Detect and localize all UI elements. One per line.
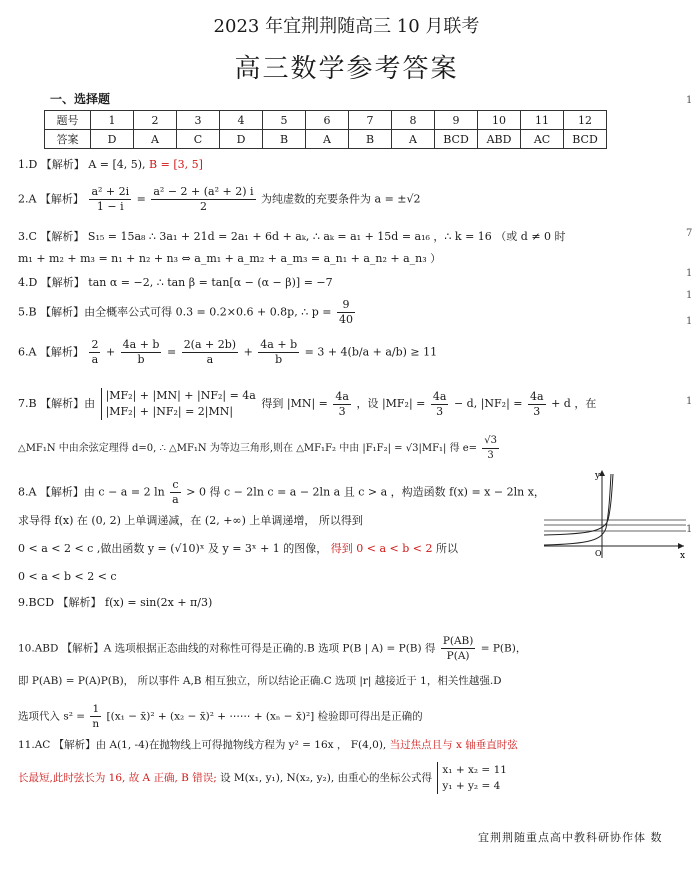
solution-8-line3: [18, 542, 458, 556]
math-text: ，设 |MF₂| =: [356, 397, 426, 410]
answer-table: [44, 110, 607, 149]
math-text: 所以: [436, 542, 459, 555]
section-heading: 一、选择题: [50, 92, 111, 106]
table-cell: D: [220, 130, 263, 149]
solution-11: [18, 738, 518, 752]
table-cell: A: [134, 130, 177, 149]
math-text: 选项代入 s² =: [18, 710, 86, 723]
solution-7: [18, 388, 596, 420]
fraction: $\frac{9}{40}$: [338, 298, 353, 326]
solution-10: [18, 634, 526, 663]
solution-7-cont: [18, 434, 501, 463]
edge-mark: 1: [686, 290, 693, 301]
answer-label: 2.A 【解析】: [18, 192, 84, 206]
fraction: $\frac{2(a + 2b)}{a}$: [183, 338, 237, 366]
solution-10-line3: [18, 702, 423, 731]
highlight-text: 长最短,此时弦长为 16, 故 A 正确, B 错误;: [18, 772, 217, 784]
equation-system: |MF₂| + |MN| + |NF₂| = 4a |MF₂| + |NF₂| = 2|MN|: [101, 388, 256, 420]
solution-11-line2: [18, 762, 509, 794]
math-text: +: [105, 345, 116, 359]
table-row-label: 答案: [45, 130, 91, 149]
edge-mark: 1: [686, 316, 693, 327]
math-text: 设 M(x₁, y₁), N(x₂, y₂), 由重心的坐标公式得: [220, 772, 433, 784]
fraction: $\frac{1}{n}$: [92, 703, 100, 730]
curve-exp-shifted: [544, 474, 613, 535]
answer-label: 8.A 【解析】由 c − a = 2 ln: [18, 485, 165, 499]
table-cell: 7: [349, 111, 392, 130]
math-text: 10.ABD 【解析】A 选项根据正态曲线的对称性可得是正确的.B 选项 P(B | A) = P(B) 得: [18, 642, 436, 655]
highlight-text: 当过焦点且与 x 轴垂直时弦: [389, 739, 518, 751]
math-text: = 3 + 4(b/a + a/b) ≥ 11: [304, 345, 438, 359]
table-cell: BCD: [435, 130, 478, 149]
highlight-text: 得到 0 < a < b < 2: [330, 542, 433, 555]
x-axis-arrow-icon: [678, 543, 684, 549]
math-text: > 0 得 c − 2ln c = a − 2ln a 且 c > a ，构造函数 f(x) = x − 2ln x，: [186, 485, 545, 499]
solution-10-line2: 即 P(AB) = P(A)P(B)， 所以事件 A,B 相互独立，所以结论正确.C 选项 |r| 越接近于 1，相关性越强.D: [18, 675, 502, 687]
solution-5: [18, 298, 357, 327]
solution-2: [18, 185, 421, 214]
edge-mark: 1: [686, 268, 693, 279]
solution-8: [18, 478, 545, 507]
math-text: 11.AC 【解析】由 A(1, -4)在抛物线上可得抛物线方程为 y² = 16x ， F(4,0),: [18, 739, 387, 751]
edge-mark: 1: [686, 95, 693, 106]
fraction: $\frac{\text{a² + 2i}}{1 - i}$: [91, 185, 130, 213]
table-cell: D: [91, 130, 134, 149]
table-cell: B: [349, 130, 392, 149]
table-cell: 9: [435, 111, 478, 130]
answer-label: 6.A 【解析】: [18, 345, 84, 359]
math-text: A = [4, 5),: [88, 158, 146, 171]
edge-mark: 1: [686, 524, 693, 535]
fraction: $\frac{4a}{3}$: [432, 389, 447, 418]
table-cell: 6: [306, 111, 349, 130]
solution-3-cont: m₁ + m₂ + m₃ = n₁ + n₂ + n₃ ⇔ a_m₁ + a_m₂ + a_m₃ = a_n₁ + a_n₂ + a_n₃ ）: [18, 252, 442, 265]
footer-text: 宜荆荆随重点高中教科研协作体 数: [478, 831, 663, 844]
table-cell: A: [392, 130, 435, 149]
math-text: 为纯虚数的充要条件为 a = ±√2: [261, 192, 421, 206]
math-text: − d, |NF₂| =: [453, 397, 523, 410]
table-cell: 12: [564, 111, 607, 130]
fraction: $\frac{\text{a² − 2 + (a² + 2) i}}{2}$: [153, 185, 254, 213]
math-text: +: [243, 345, 253, 359]
highlight-text: B = [3, 5]: [149, 158, 203, 171]
exam-title: 2023 年宜荆荆随高三 10 月联考: [213, 16, 480, 37]
solution-8-line4: 0 < a < b < 2 < c: [18, 570, 117, 583]
math-text: △MF₁N 中由余弦定理得 d=0, ∴ △MF₁N 为等边三角形,则在 △MF₁F₂ 中由 |F₁F₂| = √3|MF₁| 得 e=: [18, 443, 478, 454]
solution-1: [18, 158, 203, 172]
fraction: $\frac{c}{a}$: [172, 478, 179, 506]
table-cell: 1: [91, 111, 134, 130]
math-text: 0 < a < 2 < c ,做出函数 y = (√10)ˣ 及 y = 3ˣ + 1 的图像，: [18, 542, 328, 555]
equation-system: x₁ + x₂ = 11 y₁ + y₂ = 4: [437, 762, 507, 794]
table-cell: 5: [263, 111, 306, 130]
fraction: $\frac{2}{a}$: [91, 338, 99, 366]
table-cell: BCD: [564, 130, 607, 149]
solution-8-line2: 求导得 f(x) 在 (0, 2) 上单调递减，在 (2, +∞) 上单调递增， 所以得到: [18, 514, 363, 527]
math-text: =: [166, 345, 177, 359]
doc-subtitle: 高三数学参考答案: [234, 54, 459, 84]
solution-3: 3.C 【解析】 S₁₅ = 15a₈ ∴ 3a₁ + 21d = 2a₁ + 6d + aₖ, ∴ aₖ = a₁ + 15d = a₁₆ ，∴ k = 16 （或 d ≠ 0 时: [18, 230, 566, 243]
fraction: $\frac{4a}{3}$: [530, 389, 544, 418]
fraction: $\frac{√3}{3}$: [484, 435, 497, 461]
fraction: $\frac{4a + b}{b}$: [122, 338, 160, 366]
table-row-label: 题号: [45, 111, 91, 130]
table-cell: 3: [177, 111, 220, 130]
x-axis-label: x: [680, 551, 686, 560]
origin-label: O: [595, 549, 602, 558]
answer-label: 1.D 【解析】: [18, 158, 85, 171]
table-cell: A: [306, 130, 349, 149]
math-text: + d ，在: [551, 397, 597, 410]
table-cell: AC: [521, 130, 564, 149]
fraction: $\frac{P(AB)}{P(A)}$: [442, 635, 474, 662]
table-cell: 11: [521, 111, 564, 130]
answer-label: 7.B 【解析】由: [18, 397, 96, 410]
solution-9: 9.BCD 【解析】 f(x) = sin(2x + π/3): [18, 596, 213, 609]
math-text: =: [136, 192, 146, 206]
table-cell: 4: [220, 111, 263, 130]
table-row: [45, 130, 607, 149]
table-cell: 8: [392, 111, 435, 130]
math-text: 得到 |MN| =: [261, 397, 328, 410]
table-row: [45, 111, 607, 130]
table-cell: ABD: [478, 130, 521, 149]
math-text: 5.B 【解析】由全概率公式可得 0.3 = 0.2×0.6 + 0.8p, ∴ p =: [18, 305, 332, 319]
edge-mark: 1: [686, 396, 693, 407]
solution-4: 4.D 【解析】 tan α = −2, ∴ tan β = tan[α − (α − β)] = −7: [18, 276, 333, 289]
table-cell: C: [177, 130, 220, 149]
table-cell: 2: [134, 111, 177, 130]
table-cell: B: [263, 130, 306, 149]
math-text: = P(B)，: [480, 642, 527, 655]
function-graph: [540, 468, 688, 560]
y-axis-label: y: [595, 471, 601, 481]
edge-mark: 7: [686, 228, 693, 239]
table-cell: 10: [478, 111, 521, 130]
fraction: $\frac{4a}{3}$: [335, 389, 349, 418]
solution-6: [18, 338, 437, 367]
math-text: [(x₁ − x̄)² + (x₂ − x̄)² + ⋯⋯ + (xₙ − x̄)²] 检验即可得出是正确的: [106, 710, 423, 723]
fraction: $\frac{4a + b}{b}$: [260, 338, 298, 366]
